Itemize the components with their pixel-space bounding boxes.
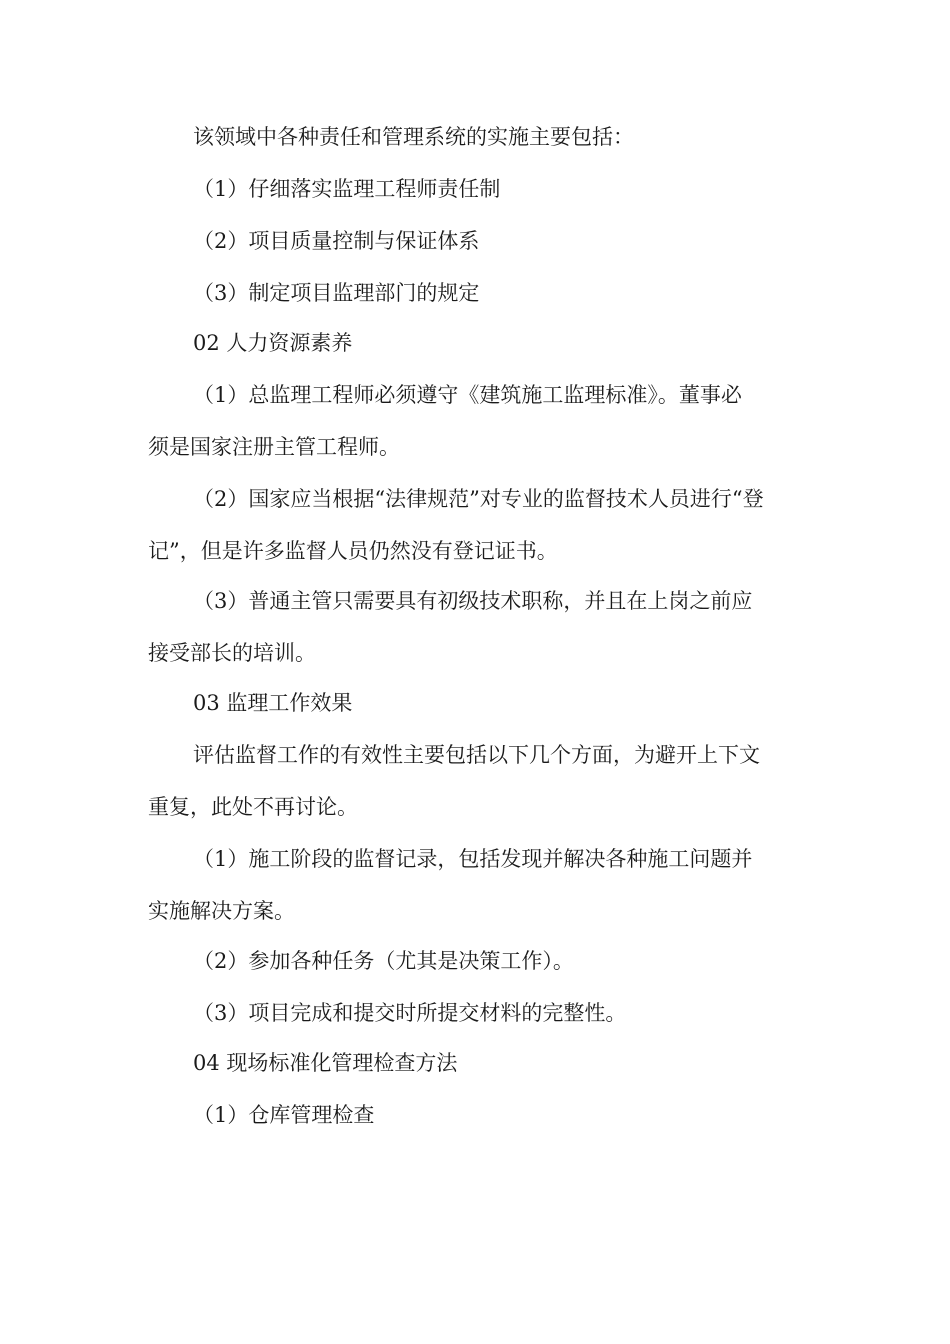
list-item: （3）制定项目监理部门的规定	[193, 281, 480, 305]
section-heading: 02 人力资源素养	[193, 331, 353, 355]
list-item: （2）项目质量控制与保证体系	[193, 229, 480, 253]
list-item: （2）国家应当根据“法律规范”对专业的监督技术人员进行“登	[193, 487, 764, 511]
list-item: （1）仓库管理检查	[193, 1103, 375, 1127]
intro-paragraph: 该领域中各种责任和管理系统的实施主要包括：	[193, 125, 634, 149]
body-paragraph-continuation: 重复，此处不再讨论。	[148, 795, 358, 819]
section-heading: 03 监理工作效果	[193, 691, 353, 715]
section-heading: 04 现场标准化管理检查方法	[193, 1051, 458, 1075]
list-item-continuation: 接受部长的培训。	[148, 641, 316, 665]
list-item: （2）参加各种任务（尤其是决策工作）。	[193, 949, 574, 973]
list-item-continuation: 记”，但是许多监督人员仍然没有登记证书。	[148, 539, 558, 563]
list-item: （3）普通主管只需要具有初级技术职称，并且在上岗之前应	[193, 589, 753, 613]
list-item: （1）仔细落实监理工程师责任制	[193, 177, 501, 201]
list-item: （1）总监理工程师必须遵守《建筑施工监理标准》。董事必	[193, 383, 742, 407]
list-item-continuation: 须是国家注册主管工程师。	[148, 435, 400, 459]
list-item: （3）项目完成和提交时所提交材料的完整性。	[193, 1001, 627, 1025]
list-item-continuation: 实施解决方案。	[148, 899, 295, 923]
body-paragraph: 评估监督工作的有效性主要包括以下几个方面，为避开上下文	[193, 743, 760, 767]
list-item: （1）施工阶段的监督记录，包括发现并解决各种施工问题并	[193, 847, 753, 871]
